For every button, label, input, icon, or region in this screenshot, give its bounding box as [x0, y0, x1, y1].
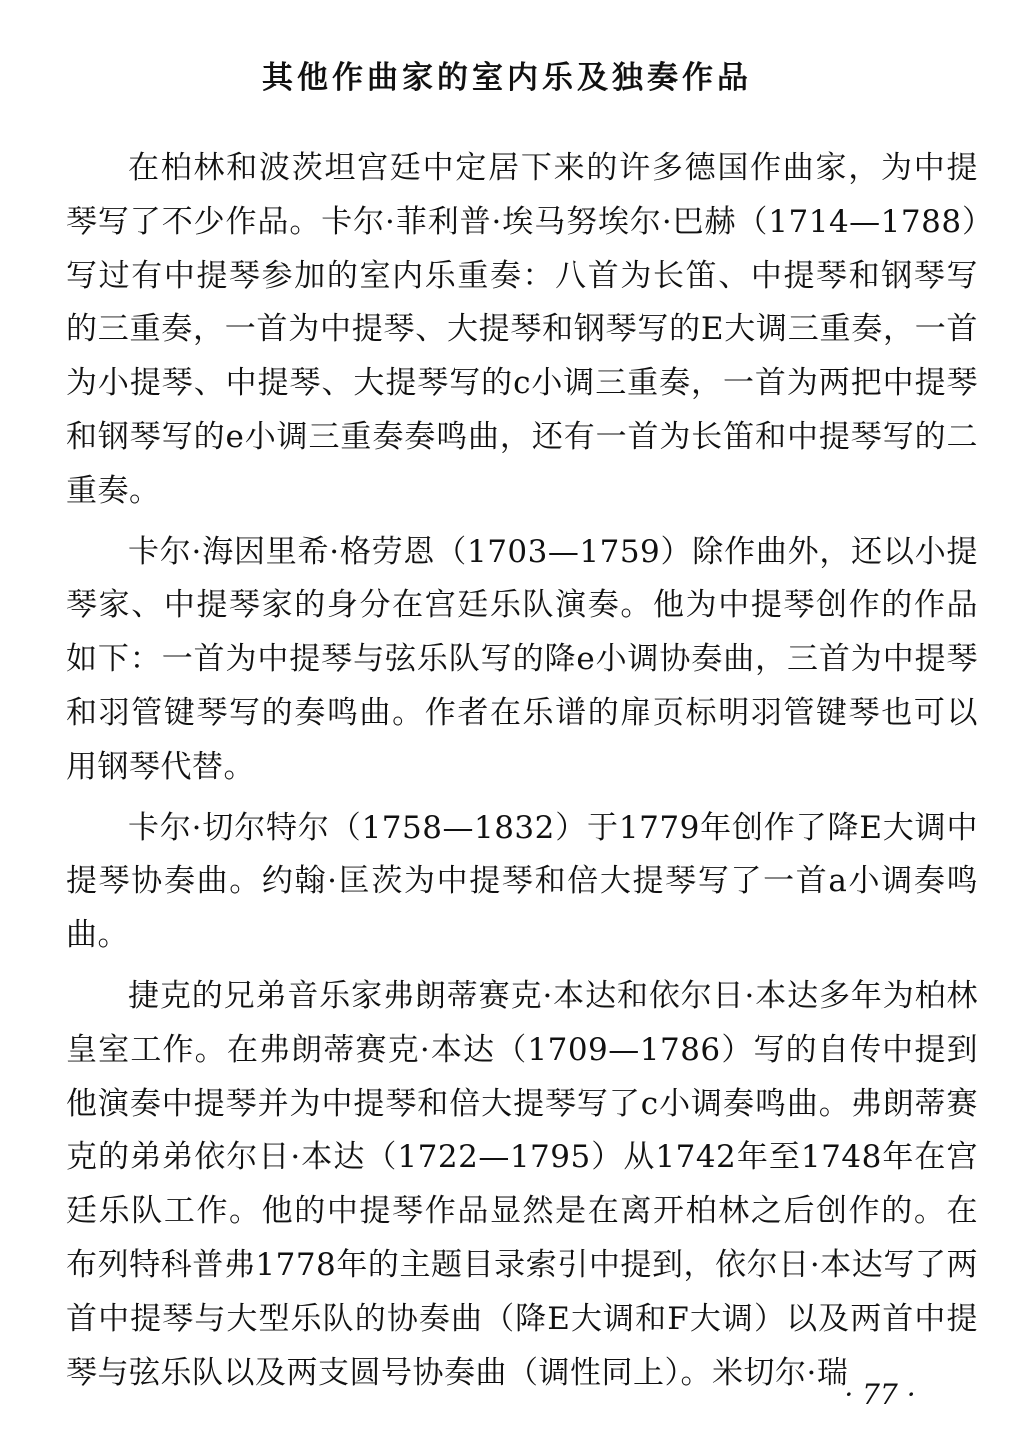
paragraph-4: 捷克的兄弟音乐家弗朗蒂赛克·本达和依尔日·本达多年为柏林皇室工作。在弗朗蒂赛克·本达（1709—1786）写的自传中提到他演奏中提琴并为中提琴和倍大提琴写了c小调奏鸣曲。弗朗蒂赛克的弟弟依尔日·本达（1722—1795）从1742年至1748年在宫廷乐队工作。他的中提琴作品显然是在离开柏林之后创作的。在布列特科普弗1778年的主题目录索引中提到，依尔日·本达写了两首中提琴与大型乐队的协奏曲（降E大调和F大调）以及两首中提琴与弦乐队以及两支圆号协奏曲（调性同上）。米切尔·瑞	[66, 977, 978, 1391]
paragraph-1: 在柏林和波茨坦宫廷中定居下来的许多德国作曲家，为中提琴写了不少作品。卡尔·菲利普·埃马努埃尔·巴赫（1714—1788）写过有中提琴参加的室内乐重奏：八首为长笛、中提琴和钢琴写的三重奏，一首为中提琴、大提琴和钢琴写的E大调三重奏，一首为小提琴、中提琴、大提琴写的c小调三重奏，一首为两把中提琴和钢琴写的e小调三重奏奏鸣曲，还有一首为长笛和中提琴写的二重奏。	[66, 150, 978, 509]
paragraph-2: 卡尔·海因里希·格劳恩（1703—1759）除作曲外，还以小提琴家、中提琴家的身分在宫廷乐队演奏。他为中提琴创作的作品如下：一首为中提琴与弦乐队写的降e小调协奏曲，三首为中提琴和羽管键琴写的奏鸣曲。作者在乐谱的扉页标明羽管键琴也可以用钢琴代替。	[66, 533, 978, 785]
page-number: · 77 ·	[844, 1378, 916, 1411]
section-title: 其他作曲家的室内乐及独奏作品	[262, 60, 752, 96]
body-text	[66, 142, 978, 1407]
paragraph-3: 卡尔·切尔特尔（1758—1832）于1779年创作了降E大调中提琴协奏曲。约翰·匡茨为中提琴和倍大提琴写了一首a小调奏鸣曲。	[66, 809, 978, 954]
